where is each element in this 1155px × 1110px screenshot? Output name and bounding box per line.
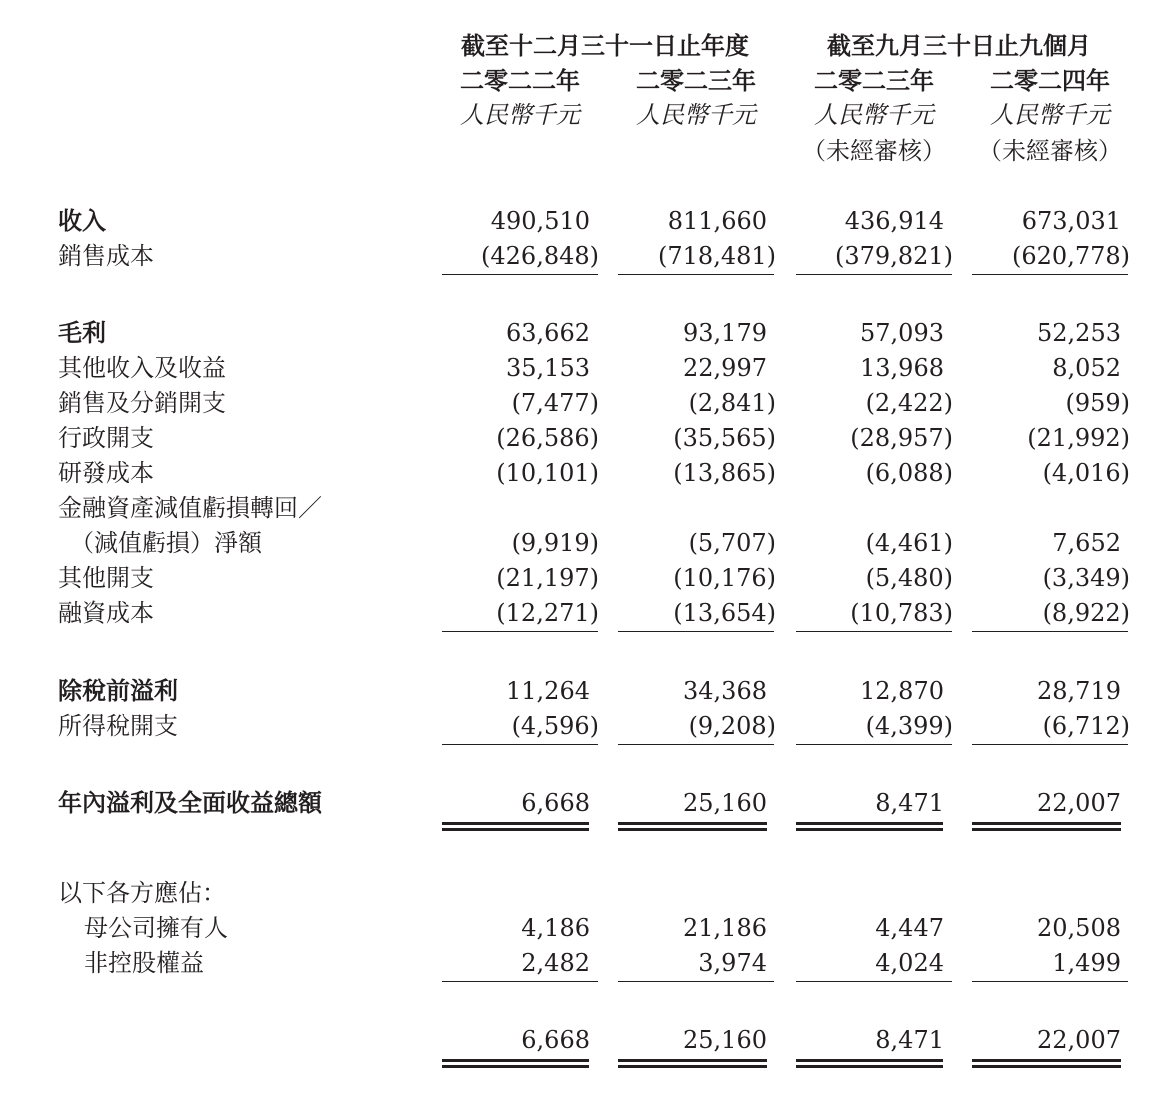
cell-value: (8,922) xyxy=(1042,599,1130,627)
cell-value: (5,707) xyxy=(688,529,776,557)
cell-value: 93,179 xyxy=(683,319,767,347)
row-impairment-label xyxy=(0,491,1155,525)
cell-value: (9,919) xyxy=(511,529,599,557)
rule xyxy=(618,981,774,982)
cell-value: 22,007 xyxy=(1037,1026,1121,1054)
cell-value: 8,471 xyxy=(875,1026,944,1054)
cell-value: 20,508 xyxy=(1037,914,1121,942)
row-finance-cost xyxy=(0,596,1155,630)
rule xyxy=(618,631,774,632)
row-label: 研發成本 xyxy=(58,459,154,487)
rule xyxy=(972,744,1128,745)
cell-value: 6,668 xyxy=(521,1026,590,1054)
cell-value: 34,368 xyxy=(683,677,767,705)
double-rule xyxy=(442,1065,589,1068)
cell-value: (2,841) xyxy=(688,389,776,417)
col-year-2022: 二零二二年 xyxy=(460,66,580,95)
header-group-year-ended: 截至十二月三十一日止年度 xyxy=(461,31,749,60)
cell-value: 11,264 xyxy=(506,677,590,705)
rule xyxy=(442,631,598,632)
rule xyxy=(972,981,1128,982)
cell-value: 3,974 xyxy=(698,949,767,977)
cell-value: 1,499 xyxy=(1052,949,1121,977)
col-unit: 人民幣千元 xyxy=(460,101,580,129)
row-label: 融資成本 xyxy=(58,599,154,627)
rule xyxy=(618,744,774,745)
rule xyxy=(796,981,952,982)
double-rule xyxy=(972,1065,1121,1068)
col-unit: 人民幣千元 xyxy=(814,101,934,129)
row-income-tax xyxy=(0,709,1155,743)
row-revenue xyxy=(0,204,1155,238)
double-rule xyxy=(442,822,589,825)
double-rule xyxy=(618,1065,767,1068)
rule xyxy=(796,744,952,745)
double-rule xyxy=(796,828,943,831)
cell-value: 8,471 xyxy=(875,789,944,817)
cell-value: 52,253 xyxy=(1037,319,1121,347)
row-label: 年內溢利及全面收益總額 xyxy=(58,788,322,817)
cell-value: (35,565) xyxy=(673,424,776,452)
cell-value: (9,208) xyxy=(688,712,776,740)
cell-value: 22,997 xyxy=(683,354,767,382)
cell-value: (3,349) xyxy=(1042,564,1130,592)
rule xyxy=(796,631,952,632)
row-final-total xyxy=(0,1023,1155,1057)
double-rule xyxy=(972,822,1121,825)
cell-value: 2,482 xyxy=(521,949,590,977)
double-rule xyxy=(972,1059,1121,1062)
row-label: 毛利 xyxy=(58,318,106,347)
double-rule xyxy=(796,1059,943,1062)
rule xyxy=(442,274,598,275)
col-year-2023-9m: 二零二三年 xyxy=(814,66,934,95)
row-gross-profit xyxy=(0,316,1155,350)
col-unit: 人民幣千元 xyxy=(636,101,756,129)
row-label: 非控股權益 xyxy=(84,949,204,977)
cell-value: (2,422) xyxy=(865,389,953,417)
row-admin-expenses xyxy=(0,421,1155,455)
cell-value: 28,719 xyxy=(1037,677,1121,705)
cell-value: (379,821) xyxy=(835,242,953,270)
row-label: 其他開支 xyxy=(58,564,154,592)
cell-value: (26,586) xyxy=(496,424,599,452)
cell-value: 35,153 xyxy=(506,354,590,382)
cell-value: (21,197) xyxy=(496,564,599,592)
row-impairment xyxy=(0,526,1155,560)
row-rnd-cost xyxy=(0,456,1155,490)
double-rule xyxy=(796,1065,943,1068)
double-rule xyxy=(618,822,767,825)
cell-value: 57,093 xyxy=(860,319,944,347)
col-year-2023: 二零二三年 xyxy=(636,66,756,95)
rule xyxy=(442,744,598,745)
cell-value: (13,865) xyxy=(673,459,776,487)
cell-value: (10,783) xyxy=(850,599,953,627)
cell-value: 436,914 xyxy=(844,207,944,235)
row-label: 銷售成本 xyxy=(58,242,154,270)
rule xyxy=(796,274,952,275)
row-attributable-to xyxy=(0,876,1155,910)
cell-value: 25,160 xyxy=(683,789,767,817)
row-owners-of-parent xyxy=(0,911,1155,945)
double-rule xyxy=(796,822,943,825)
cell-value: (620,778) xyxy=(1012,242,1130,270)
cell-value: (10,101) xyxy=(496,459,599,487)
cell-value: 25,160 xyxy=(683,1026,767,1054)
double-rule xyxy=(618,1059,767,1062)
cell-value: 4,186 xyxy=(521,914,590,942)
cell-value: (21,992) xyxy=(1027,424,1130,452)
cell-value: 7,652 xyxy=(1052,529,1121,557)
cell-value: 13,968 xyxy=(860,354,944,382)
row-non-controlling-interests xyxy=(0,946,1155,980)
col-unit: 人民幣千元 xyxy=(990,101,1110,129)
rule xyxy=(972,631,1128,632)
row-other-expenses xyxy=(0,561,1155,595)
row-label: 金融資產減值虧損轉回／ xyxy=(58,494,322,522)
double-rule xyxy=(442,1059,589,1062)
cell-value: (10,176) xyxy=(673,564,776,592)
cell-value: (5,480) xyxy=(865,564,953,592)
cell-value: (4,461) xyxy=(865,529,953,557)
col-year-2024-9m: 二零二四年 xyxy=(990,66,1110,95)
rule xyxy=(972,274,1128,275)
cell-value: 8,052 xyxy=(1052,354,1121,382)
cell-value: (12,271) xyxy=(496,599,599,627)
row-label: 以下各方應佔： xyxy=(58,879,226,907)
double-rule xyxy=(442,828,589,831)
cell-value: (4,596) xyxy=(511,712,599,740)
cell-value: (4,016) xyxy=(1042,459,1130,487)
cell-value: (13,654) xyxy=(673,599,776,627)
row-label: （減值虧損）淨額 xyxy=(70,529,262,557)
cell-value: 12,870 xyxy=(860,677,944,705)
row-profit-before-tax xyxy=(0,674,1155,708)
cell-value: 21,186 xyxy=(683,914,767,942)
row-total-comprehensive-income xyxy=(0,786,1155,820)
row-label: 除稅前溢利 xyxy=(58,676,178,705)
cell-value: 4,447 xyxy=(875,914,944,942)
row-selling-expenses xyxy=(0,386,1155,420)
rule xyxy=(442,981,598,982)
cell-value: (959) xyxy=(1065,389,1130,417)
row-other-income xyxy=(0,351,1155,385)
cell-value: 673,031 xyxy=(1021,207,1121,235)
cell-value: (6,712) xyxy=(1042,712,1130,740)
row-label: 銷售及分銷開支 xyxy=(58,389,226,417)
header-group-nine-months: 截至九月三十日止九個月 xyxy=(827,31,1091,60)
cell-value: 490,510 xyxy=(490,207,590,235)
cell-value: (426,848) xyxy=(481,242,599,270)
row-label: 母公司擁有人 xyxy=(84,914,228,942)
row-label: 收入 xyxy=(58,206,106,235)
rule xyxy=(618,274,774,275)
cell-value: 6,668 xyxy=(521,789,590,817)
cell-value: (7,477) xyxy=(511,389,599,417)
cell-value: (4,399) xyxy=(865,712,953,740)
double-rule xyxy=(618,828,767,831)
cell-value: 22,007 xyxy=(1037,789,1121,817)
cell-value: 4,024 xyxy=(875,949,944,977)
cell-value: (28,957) xyxy=(850,424,953,452)
col-unaudited-note: （未經審核） xyxy=(802,137,946,165)
cell-value: 63,662 xyxy=(506,319,590,347)
row-label: 行政開支 xyxy=(58,424,154,452)
row-label: 其他收入及收益 xyxy=(58,354,226,382)
row-cost-of-sales xyxy=(0,239,1155,273)
double-rule xyxy=(972,828,1121,831)
cell-value: (718,481) xyxy=(658,242,776,270)
row-label: 所得稅開支 xyxy=(58,712,178,740)
cell-value: (6,088) xyxy=(865,459,953,487)
cell-value: 811,660 xyxy=(667,207,767,235)
col-unaudited-note: （未經審核） xyxy=(978,137,1122,165)
